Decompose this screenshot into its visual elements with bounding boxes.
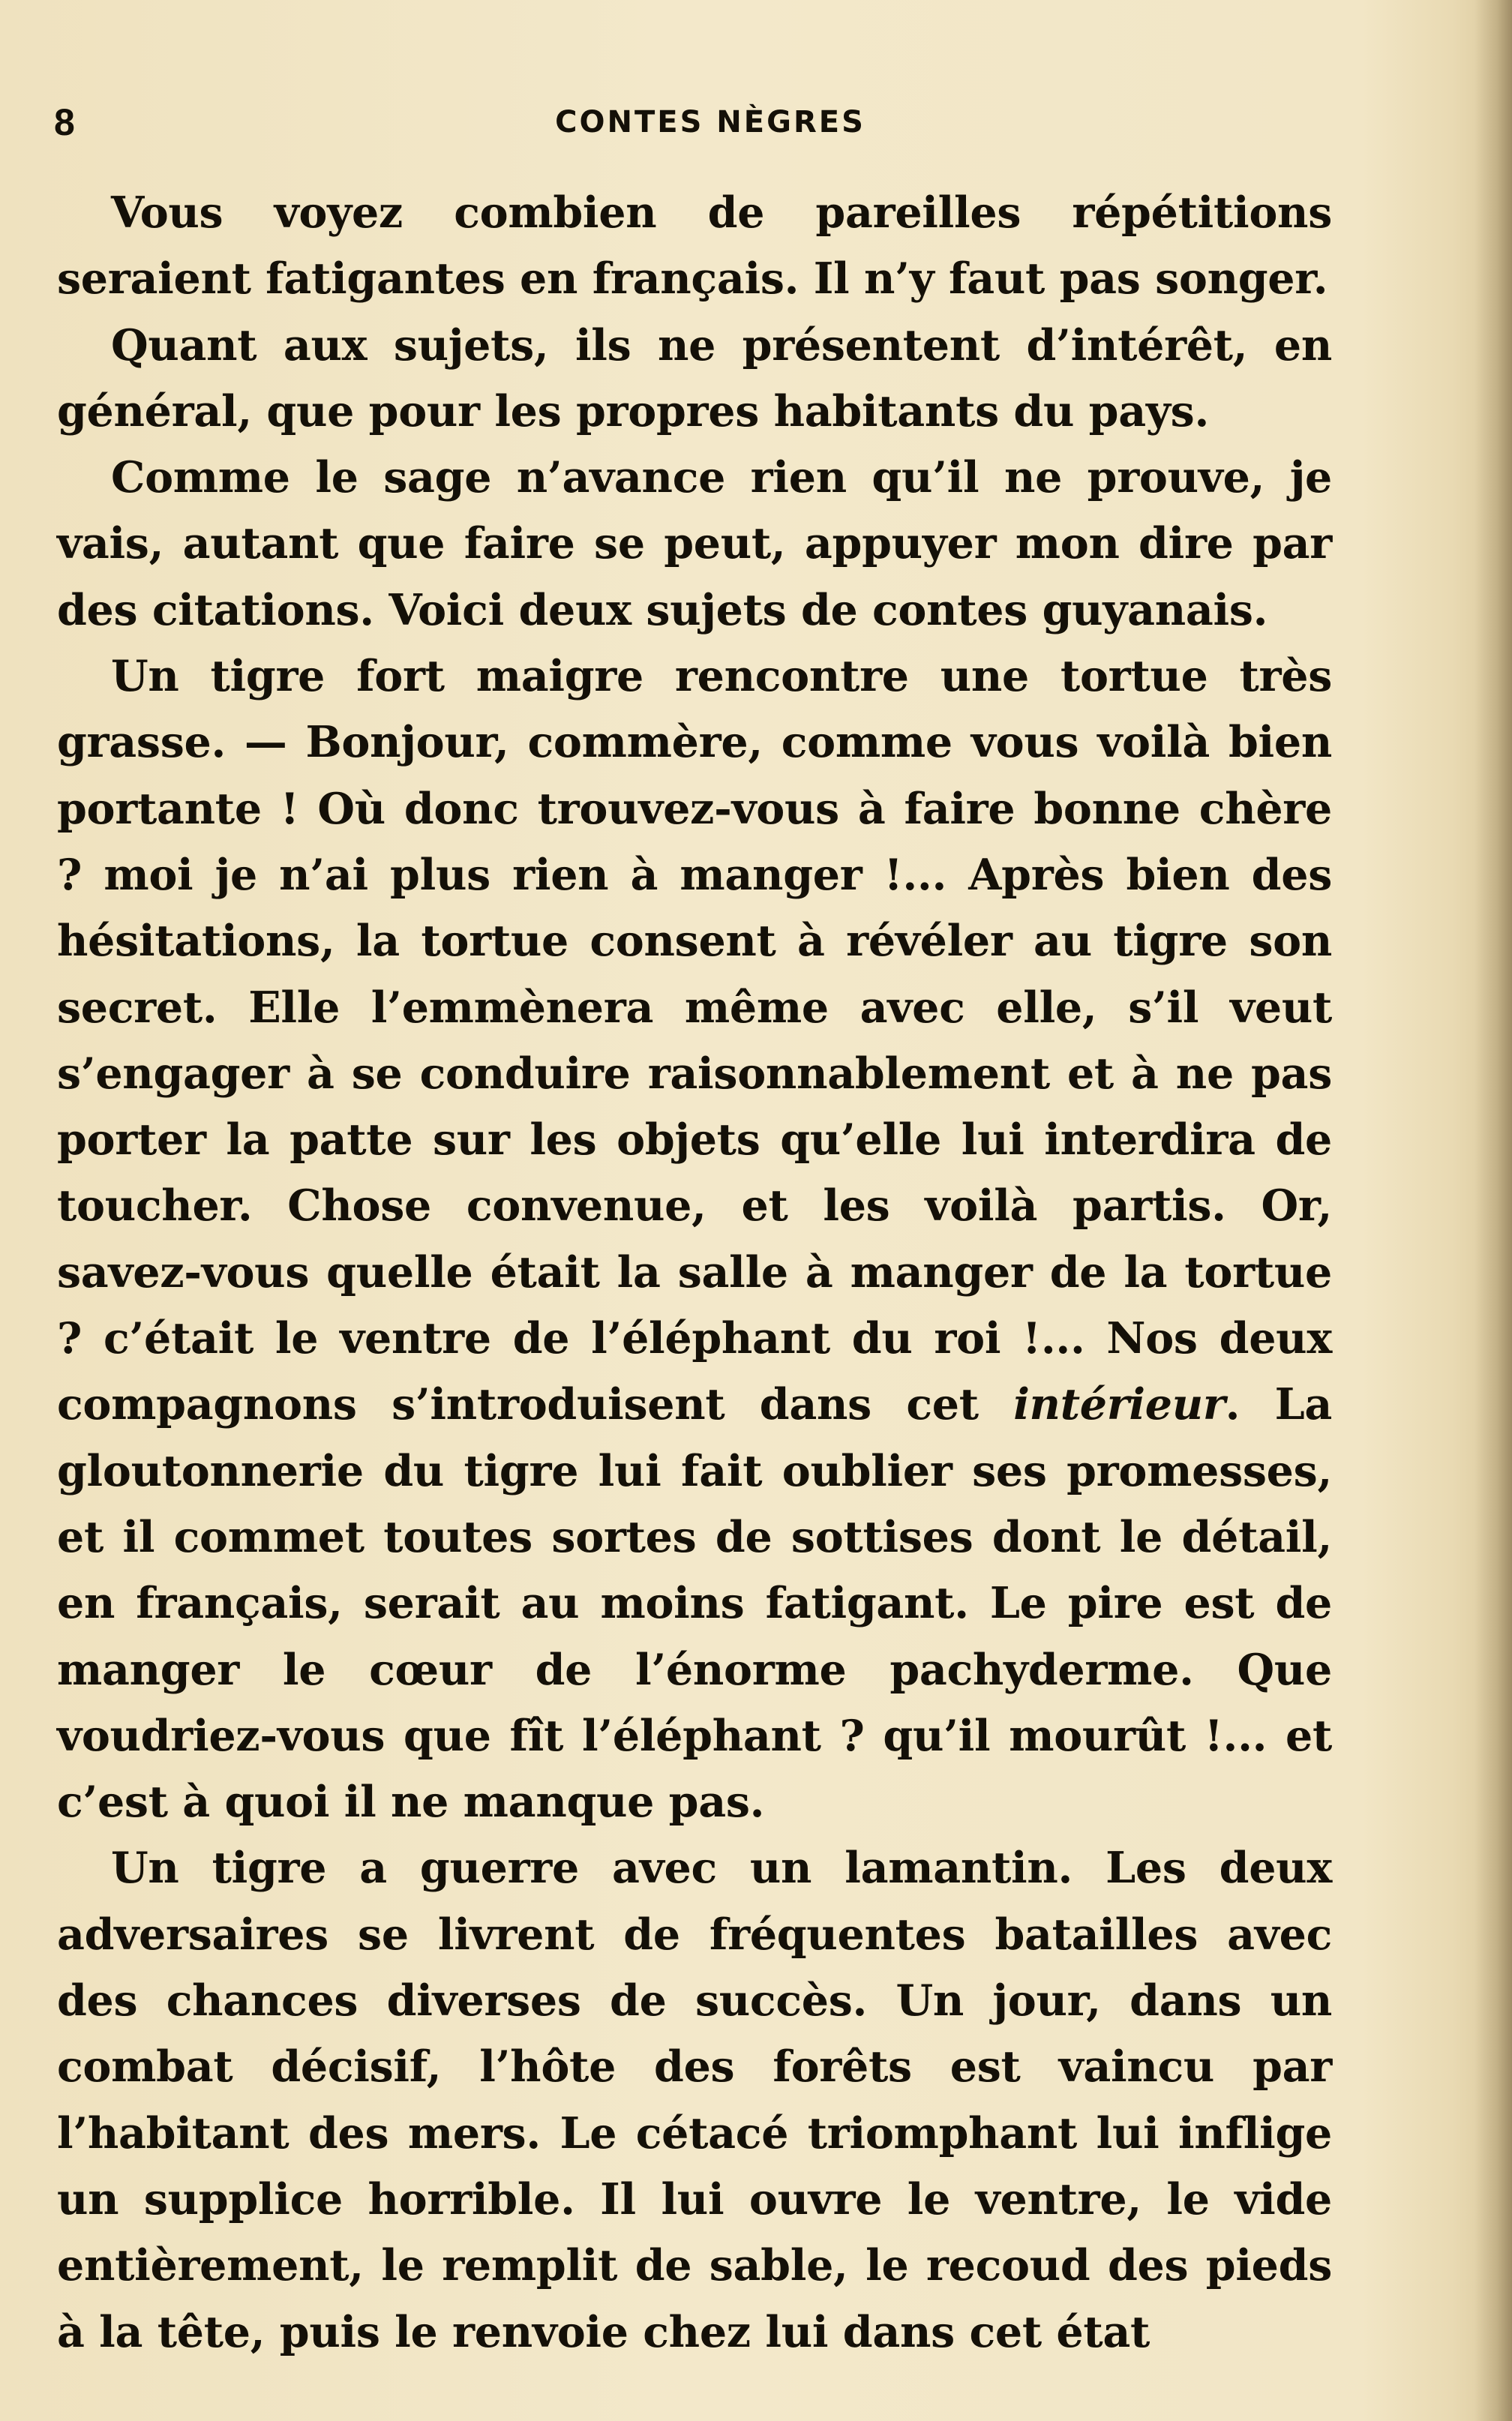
paragraph-2: Quant aux sujets, ils ne présentent d’intérêt, en général, que pour les propres habitants du pays. <box>57 320 1332 436</box>
page-edge-shadow <box>1474 0 1512 2421</box>
paragraph-5: Un tigre a guerre avec un lamantin. Les deux adversaires se livrent de fréquentes batailles avec des chances diverses de succès. Un jour, dans un combat décisif, l’hôte des forêts est vaincu par l’habitant des mers. Le cétacé triomphant lui inflige un supplice horrible. Il lui ouvre le ventre, le vide entièrement, le remplit de sable, le recoud des pieds à la tête, puis le renvoie chez lui dans cet état <box>57 1843 1332 2357</box>
body-text <box>57 180 1332 2366</box>
paragraph-4-before: Un tigre fort maigre rencontre une tortue très grasse. — Bonjour, commère, comme vous voilà bien portante ! Où donc trouvez-vous à faire bonne chère ? moi je n’ai plus rien à manger !... Après bien des hésitations, la tortue consent à révéler au tigre son secret. Elle l’emmènera même avec elle, s’il veut s’engager à se conduire raisonnablement et à ne pas porter la patte sur les objets qu’elle lui interdira de toucher. Chose convenue, et les voilà partis. Or, savez-vous quelle était la salle à manger de la tortue ? c’était le ventre de l’éléphant du roi !... Nos deux compagnons s’introduisent dans cet <box>57 651 1332 1430</box>
italic-word: intérieur <box>1013 1379 1226 1430</box>
paragraph-1: Vous voyez combien de pareilles répétitions seraient fatigantes en français. Il n’y faut pas songer. <box>57 188 1332 304</box>
paragraph-4-after: . La gloutonnerie du tigre lui fait oublier ses promesses, et il commet toutes sortes de sottises dont le détail, en français, serait au moins fatigant. Le pire est de manger le cœur de l’énorme pachyderme. Que voudriez-vous que fît l’éléphant ? qu’il mourût !... et c’est à quoi il ne manque pas. <box>57 1379 1333 1828</box>
paragraph-3: Comme le sage n’avance rien qu’il ne prouve, je vais, autant que faire se peut, appuyer mon dire par des citations. Voici deux sujets de contes guyanais. <box>57 452 1332 635</box>
page-number: 8 <box>54 101 75 143</box>
page-header <box>54 96 1336 148</box>
paragraph-4 <box>57 644 1332 1835</box>
running-head: CONTES NÈGRES <box>555 105 866 140</box>
